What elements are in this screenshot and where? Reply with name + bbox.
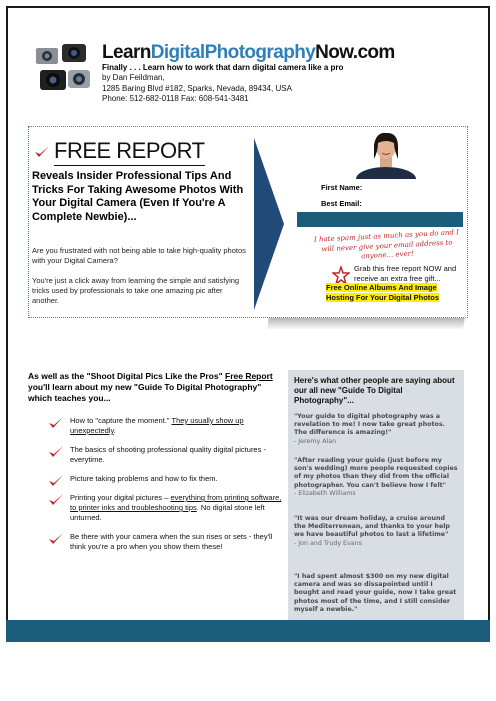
testimonial-author: - Jeremy Alan (294, 437, 337, 445)
optin-paragraph-1: Are you frustrated with not being able to take high-quality photos with your Digital Camera? (32, 246, 246, 265)
list-item (48, 532, 284, 552)
list-item (48, 493, 284, 523)
testimonial (294, 573, 458, 614)
testimonial-quote: "I had spent almost $300 on my new digital camera and was so dissapointed until I bought and read your guide, now I take great photos most of the time, and I still consider myself a newbie." (294, 573, 457, 613)
site-title-part3: Now.com (315, 42, 395, 63)
list-item (48, 416, 284, 436)
check-mark-icon (48, 474, 64, 488)
footer-bar (6, 620, 490, 642)
testimonial-author: - Elizabeth Williams (294, 489, 356, 497)
bonus-gift-highlight: Free Online Albums And Image Hosting For Your Digital Photos (326, 283, 440, 302)
benefits-list (48, 416, 284, 552)
site-title-part2: DigitalPhotography (150, 42, 316, 63)
site-title-part1: Learn (102, 42, 151, 63)
spam-note: I hate spam just as much as you do and I will never give your email address to anyone... ever! (313, 228, 460, 261)
cameras-logo-icon (34, 42, 94, 98)
testimonial-quote: "It was our dream holiday, a cruise around the Mediterrenean, and thanks to your help we have beautiful photos to last a lifetime" (294, 515, 450, 539)
list-item-text: Picture taking problems and how to fix them. (70, 474, 218, 483)
list-item (48, 474, 284, 484)
optin-headline: Reveals Insider Professional Tips And Tricks For Taking Awesome Photos With Your Digital Camera (Even If You're A Complete Newbie)... (32, 170, 244, 223)
address: 1285 Baring Blvd #182, Sparks, Nevada, 89434, USA (102, 83, 292, 93)
contact-info (102, 73, 292, 105)
list-item-text-end: . (113, 426, 116, 435)
testimonials-panel (288, 370, 464, 620)
intro-post: you'll learn about my new "Guide To Digital Photography" which teaches you... (28, 382, 262, 403)
woman-portrait-image (354, 131, 418, 179)
phone-fax: Phone: 512-682-0118 Fax: 608-541-3481 (102, 94, 249, 103)
first-name-label: First Name: (321, 183, 363, 192)
list-item-text: Be there with your camera when the sun rises or sets - they'll think you're a pro when you show them these! (70, 532, 273, 551)
testimonial-quote: "After reading your guide (just before my son's wedding) more people requested copies of my photos than they did from the official photographer. You can't believe how I felt" (294, 457, 458, 489)
list-item (48, 445, 284, 465)
list-item-text: Printing your digital pictures – (70, 493, 171, 502)
testimonial-quote: "Your guide to digital photography was a revelation to me! I now take great photos. The difference is amazing!" (294, 413, 445, 437)
list-item-text: The basics of shooting professional quality digital pictures - everytime. (70, 445, 266, 464)
optin-shadow (267, 316, 465, 330)
list-item-text-end: . No digital stone left unturned. (70, 503, 265, 522)
email-label: Best Email: (321, 199, 362, 208)
intro-pre: As well as the "Shoot Digital Pics Like the Pros" (28, 371, 225, 381)
tagline: Finally . . . Learn how to work that darn digital camera like a pro (102, 63, 344, 72)
testimonial (294, 457, 458, 498)
byline: by Dan Feildman, (102, 73, 165, 82)
site-title (102, 42, 395, 64)
testimonial (294, 413, 458, 446)
grab-report-text: Grab this free report NOW and receive an extra free gift... (354, 264, 457, 283)
list-item-underlined: They usually show up unexpectedly (70, 416, 244, 435)
testimonials-heading: Here's what other people are saying about our all new "Guide To Digital Photography"... (294, 376, 455, 405)
check-mark-icon (48, 445, 64, 459)
free-report-title: FREE REPORT (54, 138, 205, 166)
check-mark-icon (48, 532, 64, 546)
free-report-heading (34, 138, 205, 166)
list-item-text: How to "capture the moment." (70, 416, 172, 425)
submit-button[interactable] (297, 212, 463, 227)
arrow-right-icon (254, 138, 284, 310)
testimonial (294, 515, 458, 548)
free-report-link[interactable]: Free Report (225, 371, 273, 381)
guide-intro (28, 371, 280, 404)
check-mark-icon (48, 493, 64, 507)
bonus-gift-text (326, 283, 446, 302)
check-mark-icon (48, 416, 64, 430)
optin-paragraph-2: You're just a click away from learning the simple and satisfying tricks used by professionals to take one amazing pic after another. (32, 276, 240, 305)
check-mark-icon (34, 145, 50, 159)
testimonial-author: - Jon and Trudy Evans (294, 539, 362, 547)
list-item-underlined: everything from printing software, to printer inks and troubleshooting tips (70, 493, 282, 512)
